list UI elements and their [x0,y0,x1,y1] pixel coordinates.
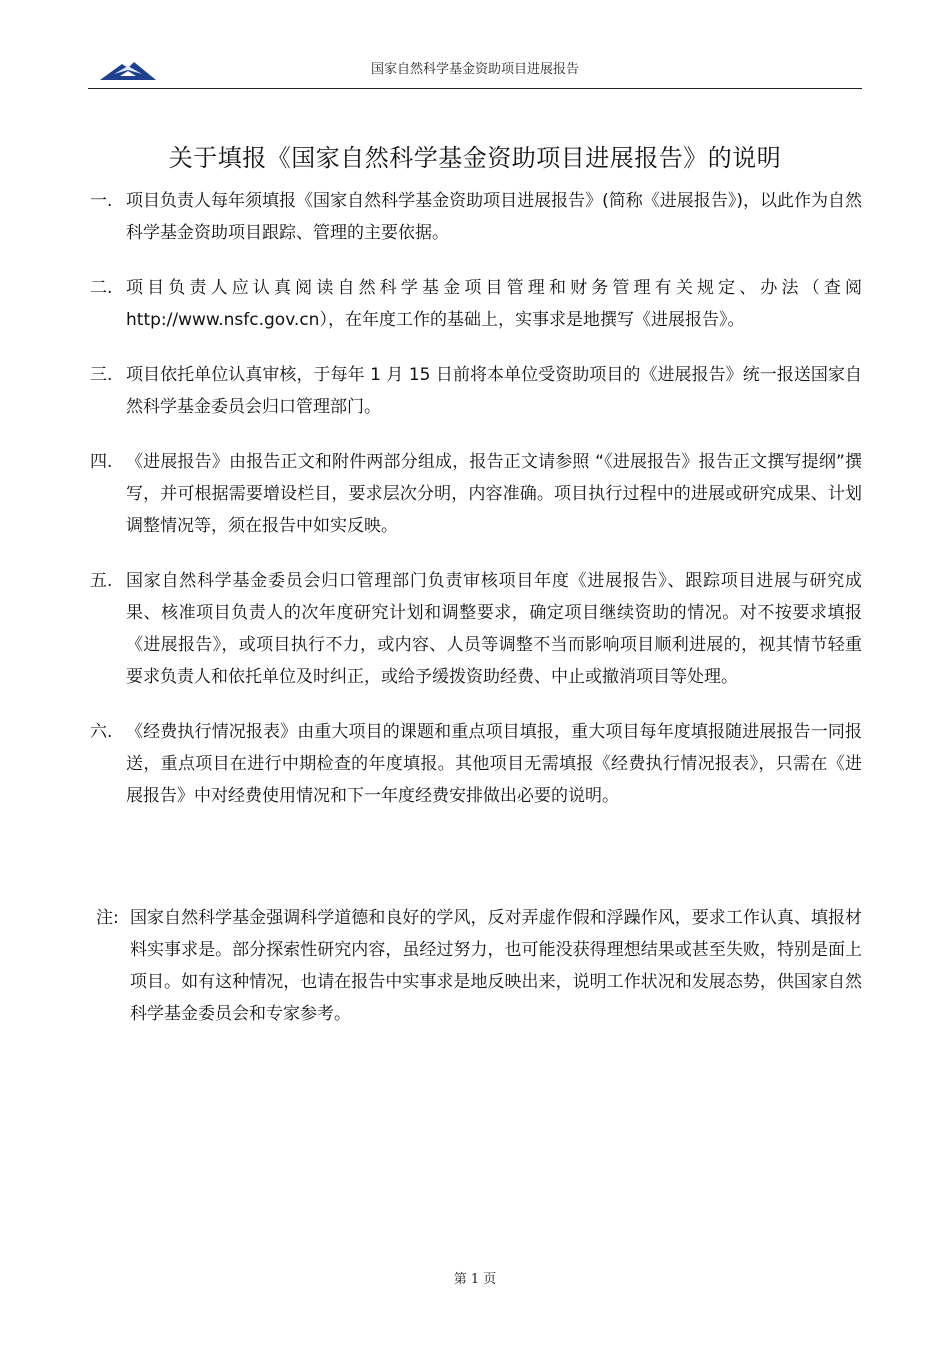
page-header [88,50,862,89]
list-item [90,185,862,249]
page-number: 第 1 页 [453,1272,497,1287]
note-label: 注: [96,908,119,928]
item-number: 三. [90,365,113,385]
list-item [90,446,862,542]
item-number: 六. [90,722,113,742]
item-text: 《进展报告》由报告正文和附件两部分组成，报告正文请参照 “《进展报告》报告正文撰写提纲”撰写，并可根据需要增设栏目，要求层次分明，内容准确。项目执行过程中的进展或研究成果、计划调整情况等，须在报告中如实反映。 [126,452,862,536]
note-text: 国家自然科学基金强调科学道德和良好的学风，反对弄虚作假和浮躁作风，要求工作认真、填报材料实事求是。部分探索性研究内容，虽经过努力，也可能没获得理想结果或甚至失败，特别是面上项目。如有这种情况，也请在报告中实事求是地反映出来，说明工作状况和发展态势，供国家自然科学基金委员会和专家参考。 [130,908,862,1024]
item-text: 项目负责人每年须填报《国家自然科学基金资助项目进展报告》(简称《进展报告》)，以此作为自然科学基金资助项目跟踪、管理的主要依据。 [126,191,862,243]
header-title: 国家自然科学基金资助项目进展报告 [370,62,579,77]
item-number: 四. [90,452,113,472]
list-item [90,272,862,336]
instruction-list [90,185,862,835]
item-text: 项目负责人应认真阅读自然科学基金项目管理和财务管理有关规定、办法（查阅http://www.nsfc.gov.cn），在年度工作的基础上，实事求是地撰写《进展报告》。 [126,278,862,330]
item-number: 五. [90,571,113,591]
list-item [90,359,862,423]
list-item [90,716,862,812]
note-paragraph [96,902,862,1030]
item-text: 国家自然科学基金委员会归口管理部门负责审核项目年度《进展报告》、跟踪项目进展与研究成果、核准项目负责人的次年度研究计划和调整要求，确定项目继续资助的情况。对不按要求填报《进展报告》，或项目执行不力，或内容、人员等调整不当而影响项目顺利进展的，视其情节轻重要求负责人和依托单位及时纠正，或给予缓拨资助经费、中止或撤消项目等处理。 [126,571,862,687]
item-number: 二. [90,278,113,298]
item-number: 一. [90,191,113,211]
list-item [90,565,862,693]
document-title: 关于填报《国家自然科学基金资助项目进展报告》的说明 [168,144,782,173]
item-text: 项目依托单位认真审核，于每年 1 月 15 日前将本单位受资助项目的《进展报告》统一报送国家自然科学基金委员会归口管理部门。 [126,365,862,417]
item-text: 《经费执行情况报表》由重大项目的课题和重点项目填报，重大项目每年度填报随进展报告一同报送，重点项目在进行中期检查的年度填报。其他项目无需填报《经费执行情况报表》，只需在《进展报告》中对经费使用情况和下一年度经费安排做出必要的说明。 [126,722,862,806]
